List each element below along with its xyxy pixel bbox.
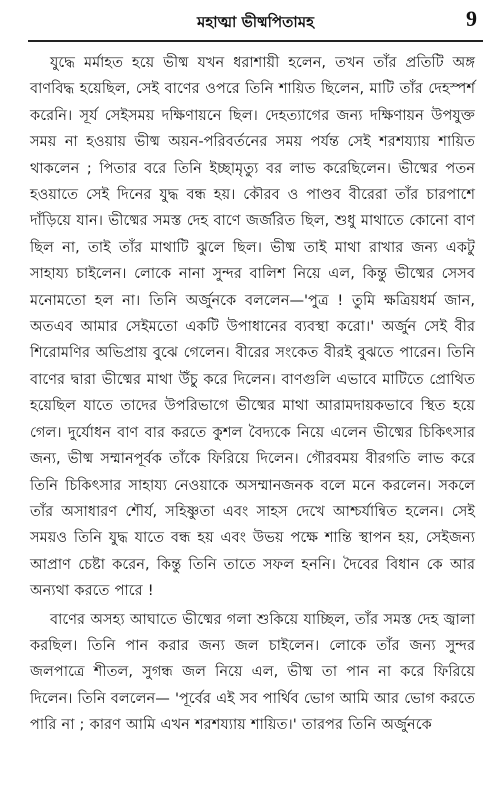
page-title: মহাত্মা ভীষ্মপিতামহ (197, 13, 314, 31)
paragraph: বাণের অসহ্য আঘাতে ভীষ্মের গলা শুকিয়ে যাচ্ছিল, তাঁর সমস্ত দেহ জ্বালা করছিল। তিনি পান করার জন্য জল চাইলেন। লোকে তাঁর জন্য সুন্দর জলপাত্রে শীতল, সুগন্ধ জল নিয়ে এল, ভীষ্ম তা পান না করে ফিরিয়ে দিলেন। তিনি বললেন— 'পূর্বের এই সব পার্থিব ভোগ আমি আর ভোগ করতে পারি না ; কারণ আমি এখন শরশয্যায় শায়িত।' তারপর তিনি অর্জুনকে (30, 610, 475, 734)
paragraph: যুদ্ধে মর্মাহত হয়ে ভীষ্ম যখন ধরাশায়ী হলেন, তখন তাঁর প্রতিটি অঙ্গ বাণবিদ্ধ হয়েছিল, সেই বাণের ওপরে তিনি শায়িত ছিলেন, মাটি তাঁর দেহস্পর্শ করেনি। সূর্য সেইসময় দক্ষিণায়নে ছিল। দেহত্যাগের জন্য দক্ষিণায়ন উপযুক্ত সময় না হওয়ায় ভীষ্ম অয়ন-পরিবর্তনের সময় পর্যন্ত সেই শরশয্যায় শায়িত থাকলেন ; পিতার বরে তিনি ইচ্ছামৃত্যু বর লাভ করেছিলেন। ভীষ্মের পতন হওয়াতে সেই দিনের যুদ্ধ বন্ধ হয়। কৌরব ও পাণ্ডব বীরেরা তাঁর চারপাশে দাঁড়িয়ে যান। ভীষ্মের সমস্ত দেহ বাণে জর্জরিত ছিল, শুধু মাথাতে কোনো বাণ ছিল না, তাই তাঁর মাথাটি ঝুলে ছিল। ভীষ্ম তাই মাথা রাখার জন্য একটু সাহায্য চাইলেন। লোকে নানা সুন্দর বালিশ নিয়ে এল, কিন্তু ভীষ্মের সেসব মনোমতো হল না। তিনি অর্জুনকে বললেন—'পুত্র ! তুমি ক্ষত্রিয়ধর্ম জান, অতএব আমার সেইমতো একটি উপাধানের ব্যবস্থা করো।' অর্জুন সেই বীর শিরোমণির অভিপ্রায় বুঝে গেলেন। বীরের সংকেত বীরই বুঝতে পারেন। তিনি বাণের দ্বারা ভীষ্মের মাথা উঁচু করে দিলেন। বাণগুলি এভাবে মাটিতে প্রোথিত হয়েছিল যাতে তাদের উপরিভাগে ভীষ্মের মাথা আরামদায়কভাবে স্থিত হয়ে গেল। দুর্যোধন বাণ বার করতে কুশল বৈদ্যকে নিয়ে এলেন ভীষ্মের চিকিৎসার জন্য, ভীষ্ম সম্মানপূর্বক তাঁকে ফিরিয়ে দিলেন। গৌরবময় বীরগতি লাভ করে তিনি চিকিৎসার সাহায্য নেওয়াকে অসম্মানজনক বলে মনে করলেন। সকলে তাঁর অসাধারণ শৌর্য, সহিষ্ণুতা এবং সাহস দেখে আশ্চর্যান্বিত হলেন। সেই সময়ও তিনি যুদ্ধ যাতে বন্ধ হয় এবং উভয় পক্ষে শান্তি স্থাপন হয়, সেইজন্য আপ্রাণ চেষ্টা করেন, কিন্তু তিনি তাতে সফল হননি। দৈবের বিধান কে আর অন্যথা করতে পারে ! (30, 54, 475, 600)
running-header (28, 0, 483, 42)
body-text (30, 50, 475, 739)
page-number: 9 (466, 6, 477, 31)
